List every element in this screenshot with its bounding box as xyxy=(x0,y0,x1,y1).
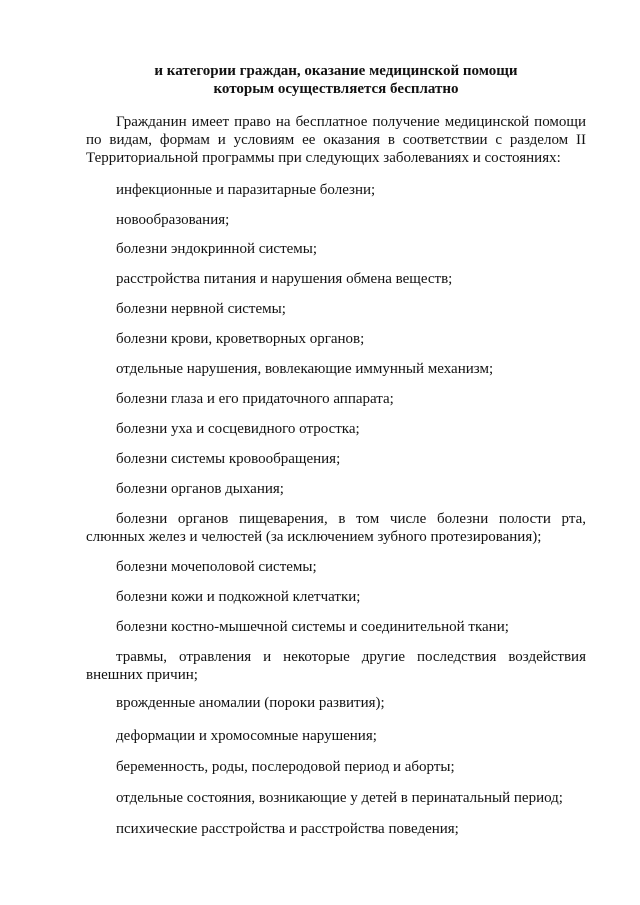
list-item: психические расстройства и расстройства поведения; xyxy=(116,821,459,837)
heading-line-1: и категории граждан, оказание медицинской помощи xyxy=(154,63,518,79)
digestive-line-2: слюнных желез и челюстей (за исключением зубного протезирования); xyxy=(86,529,542,545)
list-item: беременность, роды, послеродовой период и аборты; xyxy=(116,759,455,775)
list-item: болезни уха и сосцевидного отростка; xyxy=(116,421,360,437)
list-item: отдельные нарушения, вовлекающие иммунный механизм; xyxy=(116,361,494,377)
list-item: деформации и хромосомные нарушения; xyxy=(116,728,377,744)
section-heading xyxy=(86,62,586,98)
list-item: расстройства питания и нарушения обмена веществ; xyxy=(116,271,453,287)
list-item: болезни органов дыхания; xyxy=(116,481,284,497)
list-item: врожденные аномалии (пороки развития); xyxy=(116,695,385,711)
list-item: болезни крови, кроветворных органов; xyxy=(116,331,365,347)
intro-line-1: Гражданин имеет право на бесплатное получение медицинской помощи xyxy=(116,114,586,130)
intro-paragraph xyxy=(86,113,586,167)
intro-line-2: по видам, формам и условиям ее оказания в соответствии с разделом II xyxy=(86,132,586,148)
list-item: болезни мочеполовой системы; xyxy=(116,559,317,575)
list-item: новообразования; xyxy=(116,212,230,228)
list-item: отдельные состояния, возникающие у детей в перинатальный период; xyxy=(116,790,563,806)
heading-line-2: которым осуществляется бесплатно xyxy=(213,81,459,97)
trauma-line-1: травмы, отравления и некоторые другие последствия воздействия xyxy=(116,649,586,665)
trauma-line-2: внешних причин; xyxy=(86,667,198,683)
intro-line-3: Территориальной программы при следующих заболеваниях и состояниях: xyxy=(86,150,561,166)
list-item-trauma xyxy=(86,648,586,684)
list-item: болезни системы кровообращения; xyxy=(116,451,341,467)
list-item: болезни глаза и его придаточного аппарата; xyxy=(116,391,394,407)
list-item: болезни нервной системы; xyxy=(116,301,286,317)
list-item-digestive xyxy=(86,510,586,546)
digestive-line-1: болезни органов пищеварения, в том числе болезни полости рта, xyxy=(116,511,586,527)
list-item: болезни костно-мышечной системы и соединительной ткани; xyxy=(116,619,509,635)
list-item: болезни кожи и подкожной клетчатки; xyxy=(116,589,361,605)
list-item: болезни эндокринной системы; xyxy=(116,241,318,257)
list-item: инфекционные и паразитарные болезни; xyxy=(116,182,376,198)
